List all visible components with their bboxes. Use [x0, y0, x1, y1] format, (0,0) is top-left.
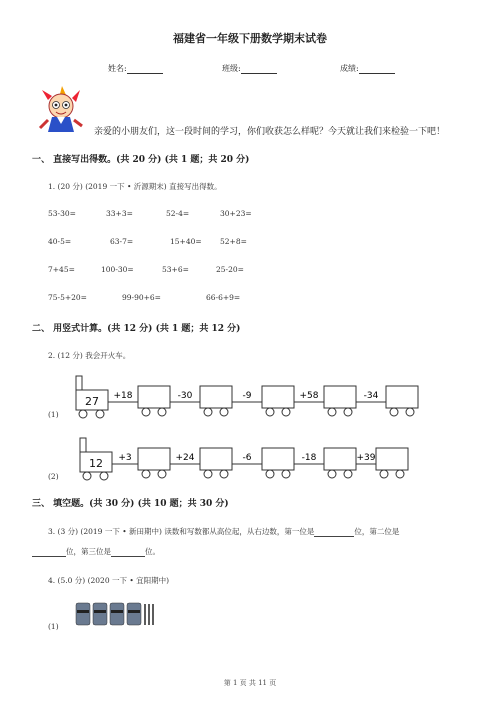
math-item: 40-5= — [48, 237, 72, 246]
score-field — [340, 63, 395, 74]
train-car — [112, 448, 170, 478]
train-car — [232, 448, 294, 478]
name-field — [108, 63, 163, 74]
question-2-text: 2. (12 分) 我会开火车。 — [48, 351, 131, 360]
train-car — [170, 448, 232, 478]
train-op-label: +39 — [356, 453, 376, 463]
train-car — [108, 386, 170, 416]
class-blank — [241, 65, 277, 74]
train-op-label: +24 — [175, 453, 195, 463]
answer-blank[interactable] — [314, 528, 354, 537]
train-car — [356, 386, 418, 416]
math-item: 52+8= — [220, 237, 247, 246]
question-1-text: 1. (20 分) (2019 一下 • 沂源期末) 直接写出得数。 — [48, 182, 222, 191]
math-item: 100-30= — [101, 265, 134, 274]
mascot-icon — [36, 86, 86, 136]
train-2-label: (2) — [48, 472, 59, 481]
math-item: 52-4= — [166, 209, 190, 218]
question-4-text: 4. (5.0 分) (2020 一下 • 宜阳期中) — [48, 576, 170, 585]
score-label: 成绩: — [340, 64, 359, 73]
math-item: 75-5+20= — [48, 293, 87, 302]
name-label: 姓名: — [108, 64, 127, 73]
answer-blank[interactable] — [32, 548, 66, 557]
math-item: 66-6+9= — [206, 293, 241, 302]
page-number: 第 1 页 共 11 页 — [223, 679, 277, 687]
train-1-label: (1) — [48, 410, 59, 419]
train-op-label: -18 — [301, 453, 317, 463]
class-field — [222, 63, 277, 74]
question-4-sub-label: (1) — [48, 622, 59, 631]
train-car — [232, 386, 294, 416]
train-1-diagram — [70, 374, 430, 420]
train-car — [170, 386, 232, 416]
train-op-label: +3 — [118, 453, 132, 463]
section-2-heading: 二、 用竖式计算。(共 12 分) (共 1 题；共 12 分) — [32, 324, 241, 334]
math-item: 53+6= — [162, 265, 189, 274]
section-3-heading: 三、 填空题。(共 30 分) (共 10 题；共 30 分) — [32, 499, 229, 509]
name-blank — [127, 65, 163, 74]
question-3-line-2 — [32, 546, 160, 557]
train-2-start: 12 — [89, 457, 103, 470]
train-op-label: -9 — [242, 391, 252, 401]
section-1-heading: 一、 直接写出得数。(共 20 分) (共 1 题；共 20 分) — [32, 155, 250, 165]
counting-sticks-image — [74, 600, 158, 628]
train-car — [356, 448, 408, 478]
math-item: 25-20= — [216, 265, 244, 274]
question-3-text-d: 位。 — [145, 547, 160, 556]
train-car — [294, 448, 356, 478]
math-item: 53-30= — [48, 209, 76, 218]
question-3-line-1 — [48, 526, 399, 537]
train-1-start: 27 — [85, 395, 99, 408]
train-op-label: -30 — [177, 391, 193, 401]
greeting-text: 亲爱的小朋友们，这一段时间的学习，你们收获怎么样呢？今天就让我们来检验一下吧！ — [94, 127, 446, 137]
score-blank — [359, 65, 395, 74]
math-item: 33+3= — [106, 209, 133, 218]
question-3-text-c: 位，第三位是 — [66, 547, 111, 556]
page-title: 福建省一年级下册数学期末试卷 — [173, 32, 327, 45]
train-op-label: +18 — [113, 391, 133, 401]
train-op-label: -34 — [363, 391, 379, 401]
train-2-diagram — [70, 436, 430, 482]
train-op-label: +58 — [299, 391, 319, 401]
math-item: 99-90+6= — [122, 293, 161, 302]
train-op-label: -6 — [242, 453, 252, 463]
question-3-text-b: 位，第二位是 — [354, 527, 400, 536]
question-3-text-a: 3. (3 分) (2019 一下 • 新田期中) 读数和写数都从高位起，从右边数，第一位是 — [48, 527, 315, 536]
math-item: 63-7= — [110, 237, 134, 246]
answer-blank[interactable] — [111, 548, 145, 557]
math-item: 30+23= — [220, 209, 252, 218]
math-item: 15+40= — [170, 237, 202, 246]
math-item: 7+45= — [48, 265, 75, 274]
class-label: 班级: — [222, 64, 241, 73]
train-car — [294, 386, 356, 416]
